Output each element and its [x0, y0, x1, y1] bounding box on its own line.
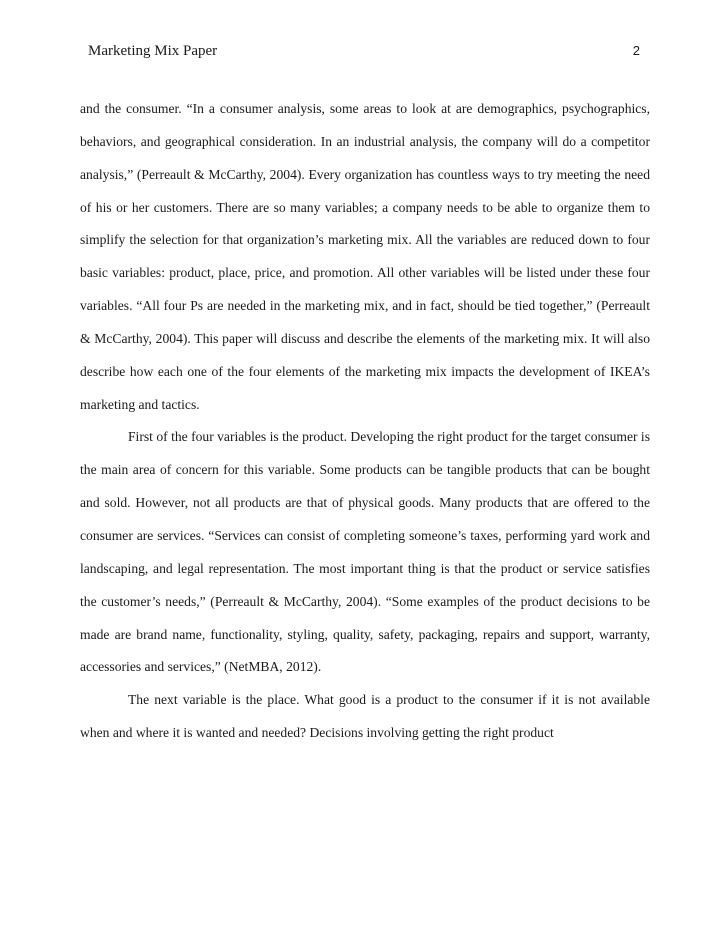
- paragraph-2: [80, 421, 650, 684]
- paragraph-1: [80, 93, 650, 421]
- line: quality, safety, packaging, repairs and support, warranty, accessories and services,” (NetMBA,: [80, 626, 650, 675]
- line: company needs to be able to organize them to simplify the selection for that organization’s: [80, 199, 651, 248]
- running-header: [88, 40, 640, 62]
- line: taxes, performing yard work and landscaping, and legal representation. The most important thing: [80, 527, 651, 576]
- line: First of the four variables is the product. Developing the right product for the target: [128, 429, 582, 445]
- line: 2012).: [286, 659, 322, 675]
- page-number: 2: [632, 43, 640, 58]
- line: The next variable is the place. What good is a product to the consumer if it is not: [128, 692, 596, 708]
- line: marketing mix. All the variables are reduced down to four basic variables: product, place, price,: [80, 232, 650, 281]
- line: that can be bought and sold. However, not all products are that of physical goods. Many products: [80, 462, 650, 511]
- line: is that the product or service satisfies the customer’s needs,” (Perreault & McCarthy, 2004).: [80, 560, 650, 609]
- header-title: Marketing Mix Paper: [88, 43, 218, 59]
- line: “Some examples of the product decisions to be made are brand name, functionality, styling,: [80, 593, 650, 642]
- line: countless ways to try meeting the need of his or her customers. There are so many variables; a: [80, 166, 651, 215]
- line: psychographics, behaviors, and geographical consideration. In an industrial analysis, the: [80, 101, 650, 149]
- line: needed in the marketing mix, and in fact, should be tied together,” (Perreault & McCarthy,: [80, 298, 650, 346]
- paragraph-3: [80, 684, 650, 750]
- line: 2004). This paper will discuss and describe the elements of the marketing mix. It will also: [155, 330, 650, 346]
- line: consumer is the main area of concern for this variable. Some products can be tangible products: [80, 429, 650, 478]
- line: that are offered to the consumer are services. “Services can consist of completing someone’s: [80, 495, 650, 543]
- line: and the consumer. “In a consumer analysis, some areas to look at are demographics,: [80, 101, 558, 116]
- line: and promotion. All other variables will be listed under these four variables. “All four Ps are: [80, 265, 650, 314]
- line: IKEA’s marketing and tactics.: [80, 363, 650, 412]
- line: available when and where it is wanted and needed? Decisions involving getting the right product: [80, 692, 650, 741]
- line: company will do a competitor analysis,” (Perreault & McCarthy, 2004). Every organization has: [80, 133, 650, 182]
- body-text: [80, 93, 650, 750]
- line: describe how each one of the four elements of the marketing mix impacts the development of: [80, 363, 606, 379]
